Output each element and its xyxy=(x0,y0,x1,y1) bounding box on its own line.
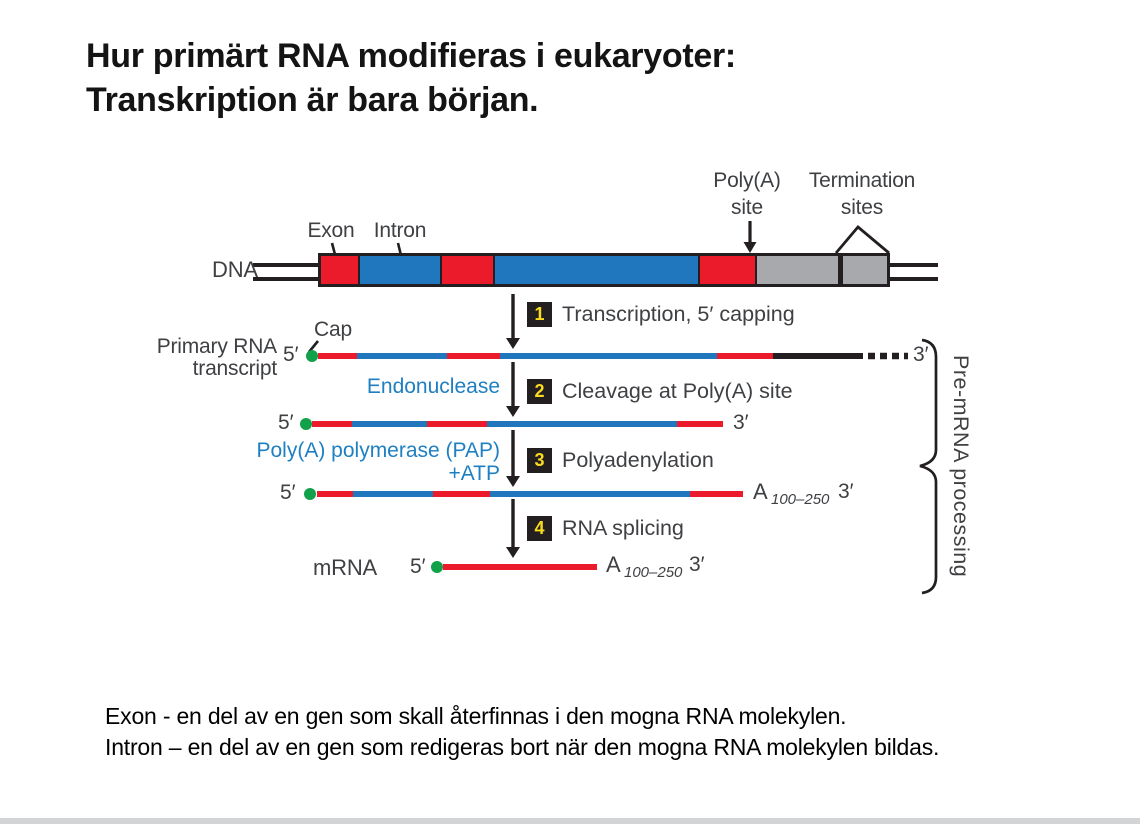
endonuclease-label: Endonuclease xyxy=(366,375,500,398)
intron-segment-1 xyxy=(360,256,440,284)
polya-a: A xyxy=(753,479,768,504)
bottom-edge-strip xyxy=(0,818,1140,824)
rna-intron-segment xyxy=(487,421,677,427)
step-2-number: 2 xyxy=(534,381,545,401)
atp-label: +ATP xyxy=(448,462,500,485)
termination-label-line1: Termination xyxy=(808,169,916,192)
mrna-label: mRNA xyxy=(313,555,377,580)
intron-segment-2 xyxy=(495,256,698,284)
rna-exon-segment xyxy=(317,491,353,497)
exon-segment-3 xyxy=(700,256,755,284)
termination-caret xyxy=(836,227,889,253)
step-3-number: 3 xyxy=(534,450,545,470)
dna-bar xyxy=(318,253,890,287)
rna-exon-segment xyxy=(690,491,743,497)
page-title-line1: Hur primärt RNA modifieras i eukaryoter: xyxy=(86,37,736,75)
footnotes xyxy=(105,701,939,763)
rna-intron-segment xyxy=(353,491,433,497)
step-4-label: RNA splicing xyxy=(562,516,684,540)
primary-rna-label-line2: transcript xyxy=(192,357,277,380)
exon-segment-2 xyxy=(442,256,493,284)
step-3-label: Polyadenylation xyxy=(562,448,714,472)
rna-exon-segment xyxy=(312,421,352,427)
rna-intron-segment xyxy=(500,353,717,359)
rna-exon-segment xyxy=(677,421,723,427)
pap-enzyme-label: Poly(A) polymerase (PAP) xyxy=(256,439,500,462)
dna-label: DNA xyxy=(212,257,258,282)
three-prime-label-row4: 3′ xyxy=(689,553,705,576)
rna-intron-segment xyxy=(490,491,690,497)
step-2-label: Cleavage at Poly(A) site xyxy=(562,379,793,403)
mrna-exon-segment xyxy=(443,564,597,570)
termination-label-line2: sites xyxy=(840,196,884,219)
step-1-arrow xyxy=(506,294,520,349)
exon-label: Exon xyxy=(307,219,355,242)
terminator-segment-2 xyxy=(843,256,887,284)
three-prime-label-row2: 3′ xyxy=(733,411,749,434)
five-prime-label-row2: 5′ xyxy=(278,411,294,434)
exon-segment-1 xyxy=(321,256,358,284)
rna-exon-segment xyxy=(427,421,487,427)
five-prime-label-row4: 5′ xyxy=(410,555,426,578)
polya-a: A xyxy=(606,552,621,577)
rna-downstream-segment xyxy=(773,353,863,359)
step-3-arrow xyxy=(506,430,520,487)
rna-exon-segment xyxy=(447,353,500,359)
rna-exon-segment xyxy=(318,353,357,359)
step-4-number: 4 xyxy=(534,518,545,538)
polya-sub: 100–250 xyxy=(771,491,830,508)
rna-exon-segment xyxy=(433,491,490,497)
rna-intron-segment xyxy=(352,421,427,427)
step-1-number: 1 xyxy=(534,304,545,324)
step-3-badge xyxy=(527,448,552,473)
polya-site-label-line1: Poly(A) xyxy=(713,169,781,192)
step-1-badge xyxy=(527,302,552,327)
page-title xyxy=(86,34,736,122)
polya-site-arrow xyxy=(744,221,757,253)
step-4-arrow xyxy=(506,499,520,558)
rna-intron-segment xyxy=(357,353,447,359)
three-prime-label-row1: 3′ xyxy=(913,343,929,366)
terminator-segment-1 xyxy=(757,256,838,284)
step-1-label: Transcription, 5′ capping xyxy=(562,302,795,326)
dna-strand-left xyxy=(253,265,320,279)
footnote-exon: Exon - en del av en gen som skall återfinnas i den mogna RNA molekylen. xyxy=(105,703,847,729)
dna-strand-right xyxy=(888,265,938,279)
page-title-line2: Transkription är bara början. xyxy=(86,81,539,119)
pre-mrna-processing-label: Pre-mRNA processing xyxy=(949,355,973,578)
step-4-badge xyxy=(527,516,552,541)
intron-label: Intron xyxy=(373,219,427,242)
polya-site-label-line2: site xyxy=(731,196,763,219)
polya-sub: 100–250 xyxy=(624,564,683,581)
primary-rna-label-line1: Primary RNA xyxy=(156,335,277,358)
footnote-intron: Intron – en del av en gen som redigeras bort när den mogna RNA molekylen bildas. xyxy=(105,734,940,760)
five-prime-label-row1: 5′ xyxy=(283,343,299,366)
three-prime-label-row3: 3′ xyxy=(838,480,854,503)
cap-label: Cap xyxy=(314,318,352,341)
five-prime-label-row3: 5′ xyxy=(280,481,296,504)
step-2-arrow xyxy=(506,362,520,417)
step-2-badge xyxy=(527,379,552,404)
rna-exon-segment xyxy=(717,353,773,359)
pre-mrna-bracket xyxy=(920,340,936,593)
